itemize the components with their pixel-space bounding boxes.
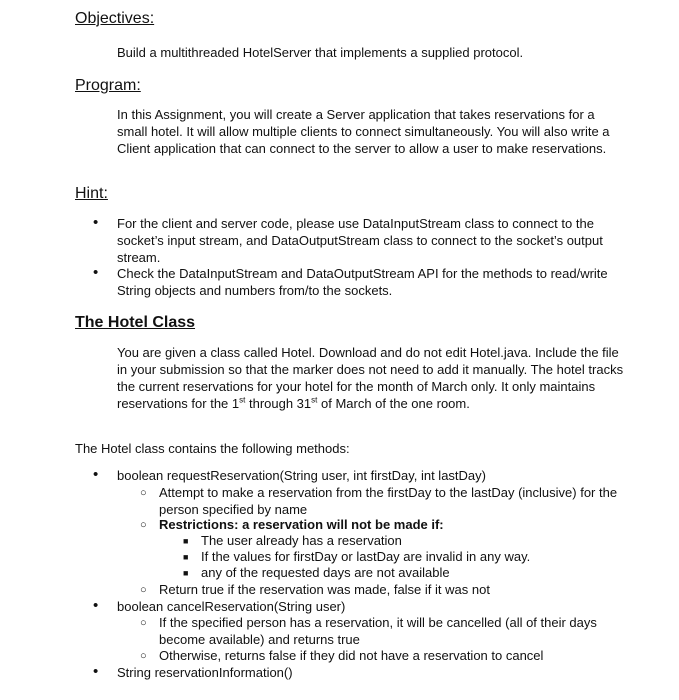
hotel-class-description <box>117 344 627 412</box>
hotel-class-text-part2: through 31 <box>245 396 312 411</box>
method-detail: Attempt to make a reservation from the firstDay to the lastDay (inclusive) for the person specified by name <box>159 485 618 517</box>
restrictions-label: Restrictions: a reservation will not be made if: <box>159 517 444 532</box>
method-signature: boolean cancelReservation(String user) <box>117 599 346 614</box>
square-bullet-icon: ■ <box>183 536 189 546</box>
hollow-bullet-icon: ○ <box>140 487 147 499</box>
bullet-icon: • <box>93 214 99 231</box>
method-detail: Otherwise, returns false if they did not have a reservation to cancel <box>159 648 544 663</box>
bullet-icon: • <box>93 466 99 483</box>
ordinal-suffix: st <box>239 395 246 405</box>
square-bullet-icon: ■ <box>183 552 189 562</box>
hint-item: For the client and server code, please use DataInputStream class to connect to the socket’s input stream, and DataOutputStream class to connect to the socket’s output stream. <box>117 216 603 265</box>
method-signature: boolean requestReservation(String user, int firstDay, int lastDay) <box>117 468 486 483</box>
hotel-class-heading: The Hotel Class <box>75 314 196 331</box>
bullet-icon: • <box>93 597 99 614</box>
hollow-bullet-icon: ○ <box>140 584 147 596</box>
method-detail: If the specified person has a reservation, it will be cancelled (all of their days become available) and returns true <box>159 615 597 647</box>
hollow-bullet-icon: ○ <box>140 650 147 662</box>
program-heading: Program: <box>75 77 141 94</box>
hint-item: Check the DataInputStream and DataOutputStream API for the methods to read/write String objects and numbers from/to the sockets. <box>117 266 608 298</box>
hotel-class-text-part1: You are given a class called Hotel. Download and do not edit Hotel.java. Include the file in your submission so that the marker does not need to add it manually. The hotel tracks the current reservations for your hotel for the month of March only. It only maintains reservations for the 1 <box>117 345 624 411</box>
restriction-item: any of the requested days are not available <box>201 565 450 580</box>
methods-intro: The Hotel class contains the following methods: <box>75 441 350 456</box>
hotel-class-text-part3: of March of the one room. <box>317 396 470 411</box>
objectives-text: Build a multithreaded HotelServer that implements a supplied protocol. <box>117 45 524 60</box>
method-signature: String reservationInformation() <box>117 665 293 680</box>
square-bullet-icon: ■ <box>183 568 189 578</box>
restriction-item: If the values for firstDay or lastDay are invalid in any way. <box>201 549 531 564</box>
hollow-bullet-icon: ○ <box>140 617 147 629</box>
objectives-heading: Objectives: <box>75 10 155 27</box>
method-return: Return true if the reservation was made, false if it was not <box>159 582 490 597</box>
hint-heading: Hint: <box>75 185 108 202</box>
bullet-icon: • <box>93 264 99 281</box>
restriction-item: The user already has a reservation <box>201 533 402 548</box>
ordinal-suffix: st <box>311 395 318 405</box>
program-text: In this Assignment, you will create a Server application that takes reservations for a small hotel. It will allow multiple clients to connect simultaneously. You will also write a Client application that can connect to the server to allow a user to make reservations. <box>117 107 610 156</box>
bullet-icon: • <box>93 663 99 680</box>
hollow-bullet-icon: ○ <box>140 519 147 531</box>
